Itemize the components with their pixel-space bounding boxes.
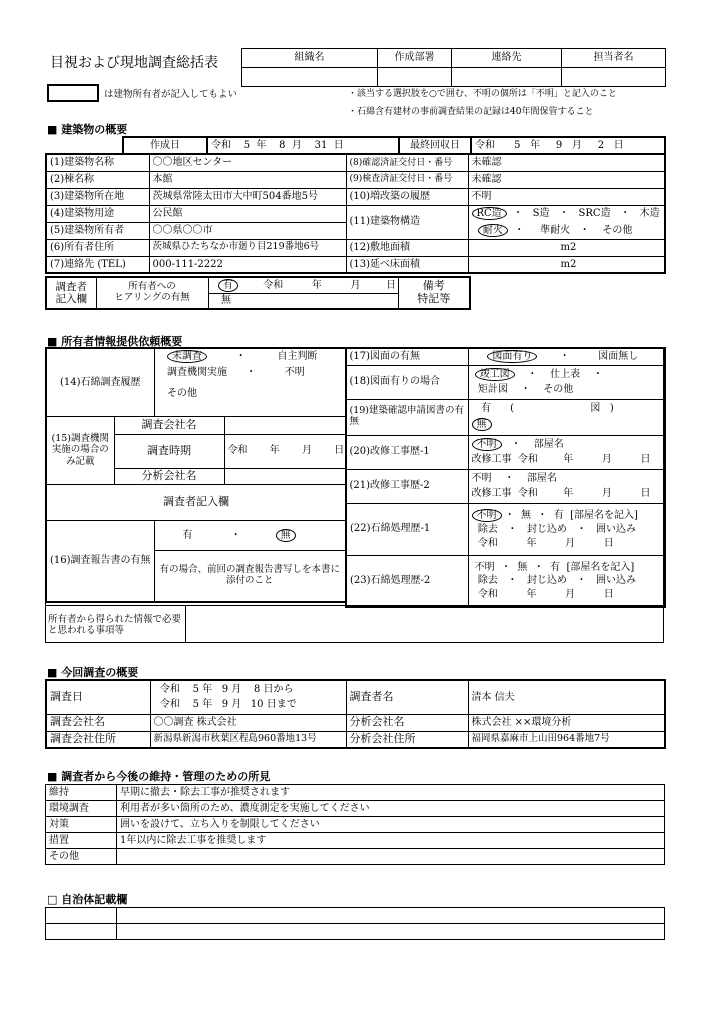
investigator-label-2: 記入欄 bbox=[55, 293, 87, 305]
created-day-label: 日 bbox=[333, 139, 344, 151]
r20-label: (20)改修工事歴-1 bbox=[346, 435, 468, 469]
survey-company-value[interactable]: 〇〇調査 株式会社 bbox=[150, 714, 346, 731]
fireproof[interactable]: 耐火 bbox=[478, 224, 508, 237]
created-month-label: 月 bbox=[291, 139, 302, 151]
row9-label: (9)検査済証交付日・番号 bbox=[346, 171, 468, 188]
finding-label: その他 bbox=[46, 849, 117, 865]
row1-label: (1)建築物名称 bbox=[46, 154, 149, 171]
page-title: 目視および現地調査総括表 bbox=[50, 55, 218, 71]
r22-day: 日 bbox=[603, 537, 614, 549]
note-1: ・該当する選択肢を○で囲む、不明の個所は「不明」と記入のこと bbox=[348, 89, 617, 99]
structure-other[interactable]: その他 bbox=[602, 224, 633, 236]
date2-month-label: 月 bbox=[231, 698, 242, 710]
owner-note: は建物所有者が記入してもよい bbox=[104, 89, 238, 100]
company-address-value[interactable]: 新潟県新潟市秋葉区程島960番地13号 bbox=[150, 731, 346, 748]
hearing-month-label: 月 bbox=[350, 279, 361, 291]
structure-options-1[interactable] bbox=[468, 205, 665, 222]
date2-day-label: 日まで bbox=[266, 698, 297, 710]
as-built-drawings[interactable]: 竣工図 bbox=[475, 368, 515, 381]
company-label: 調査会社名 bbox=[114, 416, 224, 434]
finding-value[interactable]: 囲いを設けて、立ち入りを制限してください bbox=[117, 817, 665, 833]
report-yes[interactable]: 有 bbox=[182, 529, 193, 541]
r15-label: (15)調査機関実施の場合のみ記載 bbox=[46, 416, 114, 484]
investigator-name-value[interactable]: 清本 信夫 bbox=[468, 680, 665, 714]
r22-label: (22)石綿処理歴-1 bbox=[346, 503, 468, 555]
header-dept: 作成部署 bbox=[378, 49, 452, 68]
row10-label: (10)増改築の履歴 bbox=[346, 188, 468, 205]
survey-date-value[interactable] bbox=[150, 680, 346, 714]
hearing-label-2: ヒアリングの有無 bbox=[114, 292, 190, 303]
r14-option-1[interactable] bbox=[154, 348, 346, 364]
finding-value[interactable]: 早期に撤去・除去工事が推奨されます bbox=[117, 785, 665, 801]
section-owner-title: ■ 所有者情報提供依頼概要 bbox=[47, 335, 183, 348]
investigator-cell bbox=[46, 277, 96, 309]
site-area-unit: m2 bbox=[560, 241, 577, 253]
r23-era: 令和 bbox=[477, 588, 498, 600]
r23-content[interactable] bbox=[468, 555, 665, 607]
r23-none[interactable]: 無 bbox=[517, 561, 528, 573]
r16-options[interactable] bbox=[154, 520, 346, 550]
row4-label: (4)建築物用途 bbox=[46, 205, 149, 222]
r22-month: 月 bbox=[565, 537, 576, 549]
section-drawings[interactable]: 矩計図 bbox=[477, 384, 508, 396]
report-no[interactable]: 無 bbox=[276, 529, 296, 542]
r21-content[interactable] bbox=[468, 469, 665, 503]
not-surveyed[interactable]: 未調査 bbox=[167, 350, 207, 363]
created-label: 作成日 bbox=[123, 137, 207, 154]
r23-room-note: [部屋名を記入] bbox=[566, 561, 635, 573]
row2-label: (2)棟名称 bbox=[46, 171, 149, 188]
drawings-yes[interactable]: 図面有り bbox=[487, 350, 537, 363]
hearing-table bbox=[45, 276, 471, 310]
owner-left-table bbox=[45, 347, 347, 603]
r20-work: 改修工事 bbox=[471, 454, 512, 466]
row9-value[interactable]: 未確認 bbox=[468, 171, 665, 188]
row11-label: (11)建築物構造 bbox=[346, 205, 468, 239]
row8-label: (8)確認済証交付日・番号 bbox=[346, 154, 468, 171]
sep: ・ bbox=[235, 351, 246, 362]
survey-table bbox=[45, 679, 666, 749]
created-year: 5 bbox=[243, 139, 251, 151]
sep: ・ bbox=[514, 224, 525, 236]
r21-year: 年 bbox=[563, 487, 574, 499]
r19-label: (19)建築確認申請図書の有無 bbox=[346, 399, 468, 435]
note-2: ・石綿含有建材の事前調査結果の記録は40年間保管すること bbox=[348, 107, 594, 117]
owner-info-divider bbox=[185, 605, 186, 643]
r14-label: (14)石綿調査履歴 bbox=[46, 348, 154, 416]
sep: ・ bbox=[576, 575, 587, 586]
final-date[interactable] bbox=[471, 137, 665, 154]
r21-unknown[interactable]: 不明 bbox=[471, 473, 492, 484]
company-address-label: 調査会社住所 bbox=[46, 731, 150, 748]
r22-yes[interactable]: 有 bbox=[553, 510, 564, 521]
app-docs-yes[interactable]: 有 bbox=[481, 403, 492, 415]
row13-value[interactable] bbox=[468, 256, 665, 273]
owner-info-label: 所有者から得られた情報で必要と思われる事項等 bbox=[48, 614, 182, 637]
row6-label: (6)所有者住所 bbox=[46, 239, 149, 256]
dept-field[interactable] bbox=[378, 68, 452, 87]
r21-work: 改修工事 bbox=[471, 487, 512, 499]
r22-year: 年 bbox=[526, 537, 537, 549]
hearing-day-label: 日 bbox=[385, 279, 396, 291]
r21-day: 日 bbox=[640, 487, 651, 499]
investigator-box: 調査者記入欄 bbox=[46, 484, 346, 520]
period-value[interactable] bbox=[224, 434, 346, 468]
date2-month: 9 bbox=[221, 698, 229, 710]
sep: ・ bbox=[559, 208, 569, 220]
row13-label: (13)延べ床面積 bbox=[346, 256, 468, 273]
person-field[interactable] bbox=[562, 68, 666, 87]
remarks-label-2: 特記等 bbox=[417, 292, 451, 305]
r22-unknown[interactable]: 不明 bbox=[472, 509, 502, 522]
final-year: 5 bbox=[514, 139, 521, 151]
r18-options[interactable] bbox=[468, 365, 665, 399]
survey-analysis-value[interactable]: 株式会社 ××環境分析 bbox=[468, 714, 665, 731]
structure-options-2[interactable] bbox=[468, 222, 665, 239]
contact-field[interactable] bbox=[452, 68, 562, 87]
finish-table[interactable]: 仕上表 bbox=[550, 369, 581, 381]
owner-marker-box bbox=[47, 84, 99, 102]
municipality-value[interactable] bbox=[117, 908, 665, 924]
hearing-no-row[interactable] bbox=[208, 293, 398, 309]
final-day-label: 日 bbox=[613, 139, 624, 151]
finding-value[interactable]: 利用者が多い箇所のため、濃度測定を実施してください bbox=[117, 801, 665, 817]
sep: ・ bbox=[592, 369, 603, 381]
row5-label: (5)建築物所有者 bbox=[46, 222, 149, 239]
sep: ・ bbox=[620, 208, 631, 220]
self-judgment[interactable]: 自主判断 bbox=[277, 351, 318, 362]
date1-year-label: 年 bbox=[202, 684, 213, 696]
created-day: 31 bbox=[314, 139, 328, 151]
period-label: 調査時期 bbox=[114, 434, 224, 468]
r20-unknown[interactable]: 不明 bbox=[472, 438, 502, 451]
municipality-value[interactable] bbox=[117, 924, 665, 940]
r18-other[interactable]: その他 bbox=[543, 384, 574, 396]
period-month-label: 月 bbox=[302, 445, 313, 457]
agency-survey[interactable]: 調査機関実施 bbox=[167, 367, 228, 379]
finding-value[interactable]: 1年以内に除去工事を推奨します bbox=[117, 833, 665, 849]
r16-label: (16)調査報告書の有無 bbox=[46, 520, 154, 602]
structure-src[interactable]: SRC造 bbox=[578, 208, 611, 220]
r20-era: 令和 bbox=[517, 454, 538, 466]
sep: ・ bbox=[579, 224, 590, 236]
municipality-table bbox=[45, 907, 665, 940]
date2-year-label: 年 bbox=[202, 698, 213, 710]
analysis-address-label: 分析会社住所 bbox=[346, 731, 468, 748]
r22-content[interactable] bbox=[468, 503, 665, 555]
drawings-no[interactable]: 図面無し bbox=[598, 351, 639, 363]
building-table bbox=[45, 153, 666, 274]
row8-value[interactable]: 未確認 bbox=[468, 154, 665, 171]
row1-value[interactable]: 〇〇地区センター bbox=[149, 154, 346, 171]
row2-value[interactable]: 本館 bbox=[149, 171, 346, 188]
r23-removal[interactable]: 除去 bbox=[477, 575, 498, 586]
row12-label: (12)敷地面積 bbox=[346, 239, 468, 256]
section-survey-title: ■ 今回調査の概要 bbox=[47, 666, 139, 679]
r23-unknown[interactable]: 不明 bbox=[474, 561, 495, 573]
r21-room: 部屋名 bbox=[526, 473, 557, 484]
date1-day-label: 日から bbox=[263, 684, 294, 696]
sep: ・ bbox=[507, 575, 518, 586]
r20-room: 部屋名 bbox=[533, 439, 564, 451]
owner-right-table bbox=[345, 347, 666, 608]
sep: ・ bbox=[537, 510, 548, 521]
created-era: 令和 bbox=[211, 139, 231, 151]
sep: ・ bbox=[559, 351, 570, 363]
row7-label: (7)連絡先 (TEL) bbox=[46, 256, 149, 273]
sep: ・ bbox=[533, 561, 544, 573]
survey-analysis-label: 分析会社名 bbox=[346, 714, 468, 731]
final-year-label: 年 bbox=[530, 139, 540, 151]
period-era: 令和 bbox=[227, 445, 248, 457]
final-day: 2 bbox=[597, 139, 605, 151]
r17-options[interactable] bbox=[468, 348, 665, 365]
date2-year: 5 bbox=[192, 698, 199, 710]
analysis-value[interactable] bbox=[224, 468, 346, 484]
header-org: 組織名 bbox=[242, 49, 378, 68]
r14-option-3[interactable] bbox=[154, 382, 346, 416]
sep: ・ bbox=[520, 384, 531, 396]
r22-era: 令和 bbox=[477, 537, 498, 549]
r23-yes[interactable]: 有 bbox=[550, 561, 561, 573]
r20-content[interactable] bbox=[468, 435, 665, 469]
hearing-no[interactable]: 無 bbox=[221, 295, 232, 306]
final-month: 9 bbox=[555, 139, 563, 151]
finding-value[interactable] bbox=[117, 849, 665, 865]
date1-era: 令和 bbox=[159, 684, 180, 696]
r23-day: 日 bbox=[603, 588, 614, 600]
r23-enclosure[interactable]: 囲い込み bbox=[596, 575, 637, 586]
date1-day: 8 bbox=[253, 684, 261, 696]
paren-open: ( bbox=[510, 403, 515, 415]
investigator-name-label: 調査者名 bbox=[346, 680, 468, 714]
r23-encapsulation[interactable]: 封じ込め bbox=[526, 575, 567, 586]
created-month: 8 bbox=[279, 139, 286, 151]
header-table bbox=[241, 48, 666, 87]
finding-label: 対策 bbox=[46, 817, 117, 833]
hearing-era: 令和 bbox=[263, 279, 284, 291]
section-findings-title: ■ 調査者から今後の維持・管理のための所見 bbox=[47, 770, 271, 783]
app-docs-no[interactable]: 無 bbox=[472, 418, 492, 431]
municipality-label bbox=[46, 908, 117, 924]
row3-label: (3)建築物所在地 bbox=[46, 188, 149, 205]
survey-date-label: 調査日 bbox=[46, 680, 150, 714]
header-person: 担当者名 bbox=[562, 49, 666, 68]
r21-era: 令和 bbox=[517, 487, 538, 499]
hearing-yes[interactable]: 有 bbox=[218, 279, 238, 292]
structure-rc[interactable]: RC造 bbox=[472, 207, 507, 220]
org-field[interactable] bbox=[242, 68, 378, 87]
section-building-title: ■ 建築物の概要 bbox=[47, 123, 128, 136]
r18-label: (18)図面有りの場合 bbox=[346, 365, 468, 399]
r22-room-note: [部屋名を記入] bbox=[570, 510, 638, 521]
unknown[interactable]: 不明 bbox=[284, 367, 305, 379]
sep: ・ bbox=[246, 367, 257, 379]
date1-year: 5 bbox=[192, 684, 199, 696]
sep: ・ bbox=[504, 510, 515, 521]
findings-table bbox=[45, 784, 665, 865]
r22-none[interactable]: 無 bbox=[521, 510, 532, 521]
sep: ・ bbox=[501, 561, 512, 573]
r22-encapsulation[interactable]: 封じ込め bbox=[526, 524, 567, 535]
structure-s[interactable]: S造 bbox=[532, 208, 550, 220]
sep: ・ bbox=[230, 529, 241, 541]
analysis-address-value[interactable]: 福岡県嘉麻市上山田964番地7号 bbox=[468, 731, 665, 748]
r23-month: 月 bbox=[565, 588, 576, 600]
structure-wood[interactable]: 木造 bbox=[639, 208, 660, 220]
final-label: 最終回収日 bbox=[399, 137, 471, 154]
r21-month: 月 bbox=[601, 487, 612, 499]
final-month-label: 月 bbox=[571, 139, 582, 151]
period-year-label: 年 bbox=[269, 445, 280, 457]
investigator-label-1: 調査者 bbox=[55, 280, 87, 293]
final-era: 令和 bbox=[475, 139, 495, 151]
semi-fireproof[interactable]: 準耐火 bbox=[540, 224, 571, 236]
r14-other[interactable]: その他 bbox=[167, 388, 198, 399]
municipality-label bbox=[46, 924, 117, 940]
paren-close: ) bbox=[609, 403, 614, 415]
remarks-cell bbox=[398, 277, 470, 309]
r17-label: (17)図面の有無 bbox=[346, 348, 468, 365]
header-contact: 連絡先 bbox=[452, 49, 562, 68]
date1-month-label: 月 bbox=[231, 684, 242, 696]
row7-value[interactable]: 000-111-2222 bbox=[149, 256, 346, 273]
sep: ・ bbox=[507, 524, 518, 535]
sep: ・ bbox=[504, 473, 515, 484]
created-date[interactable] bbox=[207, 137, 399, 154]
r23-label: (23)石綿処理歴-2 bbox=[346, 555, 468, 607]
sep: ・ bbox=[527, 369, 538, 381]
remarks-label-1: 備考 bbox=[422, 279, 445, 293]
sep: ・ bbox=[576, 524, 587, 535]
company-value[interactable] bbox=[224, 416, 346, 434]
r22-removal[interactable]: 除去 bbox=[477, 524, 498, 535]
survey-company-label: 調査会社名 bbox=[46, 714, 150, 731]
date2-era: 令和 bbox=[159, 698, 180, 710]
r14-option-2[interactable] bbox=[154, 364, 346, 382]
period-day-label: 日 bbox=[334, 445, 345, 457]
r20-day: 日 bbox=[640, 454, 651, 466]
date2-day: 10 bbox=[250, 698, 264, 710]
finding-label: 維持 bbox=[46, 785, 117, 801]
date1-month: 9 bbox=[221, 684, 229, 696]
row3-value[interactable]: 茨城県常陸太田市大中町504番地5号 bbox=[149, 188, 346, 205]
r22-enclosure[interactable]: 囲い込み bbox=[596, 524, 637, 535]
app-docs-unit: 図 bbox=[590, 403, 601, 415]
finding-label: 措置 bbox=[46, 833, 117, 849]
row10-value[interactable]: 不明 bbox=[468, 188, 665, 205]
sep: ・ bbox=[511, 439, 522, 451]
floor-area-unit: m2 bbox=[560, 258, 577, 270]
analysis-label: 分析会社名 bbox=[114, 468, 224, 484]
r19-options[interactable] bbox=[468, 399, 665, 435]
row12-value[interactable] bbox=[468, 239, 665, 256]
hearing-year-label: 年 bbox=[311, 279, 322, 291]
r20-month: 月 bbox=[601, 454, 612, 466]
r16-note: 有の場合、前回の調査報告書写しを本書に添付のこと bbox=[154, 550, 346, 602]
hearing-yes-row[interactable] bbox=[208, 277, 398, 293]
row6-value[interactable]: 茨城県ひたちなか市廻り目219番地6号 bbox=[149, 239, 346, 256]
sep: ・ bbox=[513, 208, 524, 220]
r21-label: (21)改修工事歴-2 bbox=[346, 469, 468, 503]
r20-year: 年 bbox=[563, 454, 574, 466]
hearing-label-1: 所有者への bbox=[128, 281, 176, 293]
row4-value[interactable]: 公民館 bbox=[149, 205, 346, 222]
row5-value[interactable]: 〇〇県〇〇市 bbox=[149, 222, 346, 239]
finding-label: 環境調査 bbox=[46, 801, 117, 817]
hearing-label-cell bbox=[96, 277, 208, 309]
section-municipality-title: □ 自治体記載欄 bbox=[47, 893, 128, 906]
created-year-label: 年 bbox=[256, 139, 267, 151]
r23-year: 年 bbox=[526, 588, 537, 600]
